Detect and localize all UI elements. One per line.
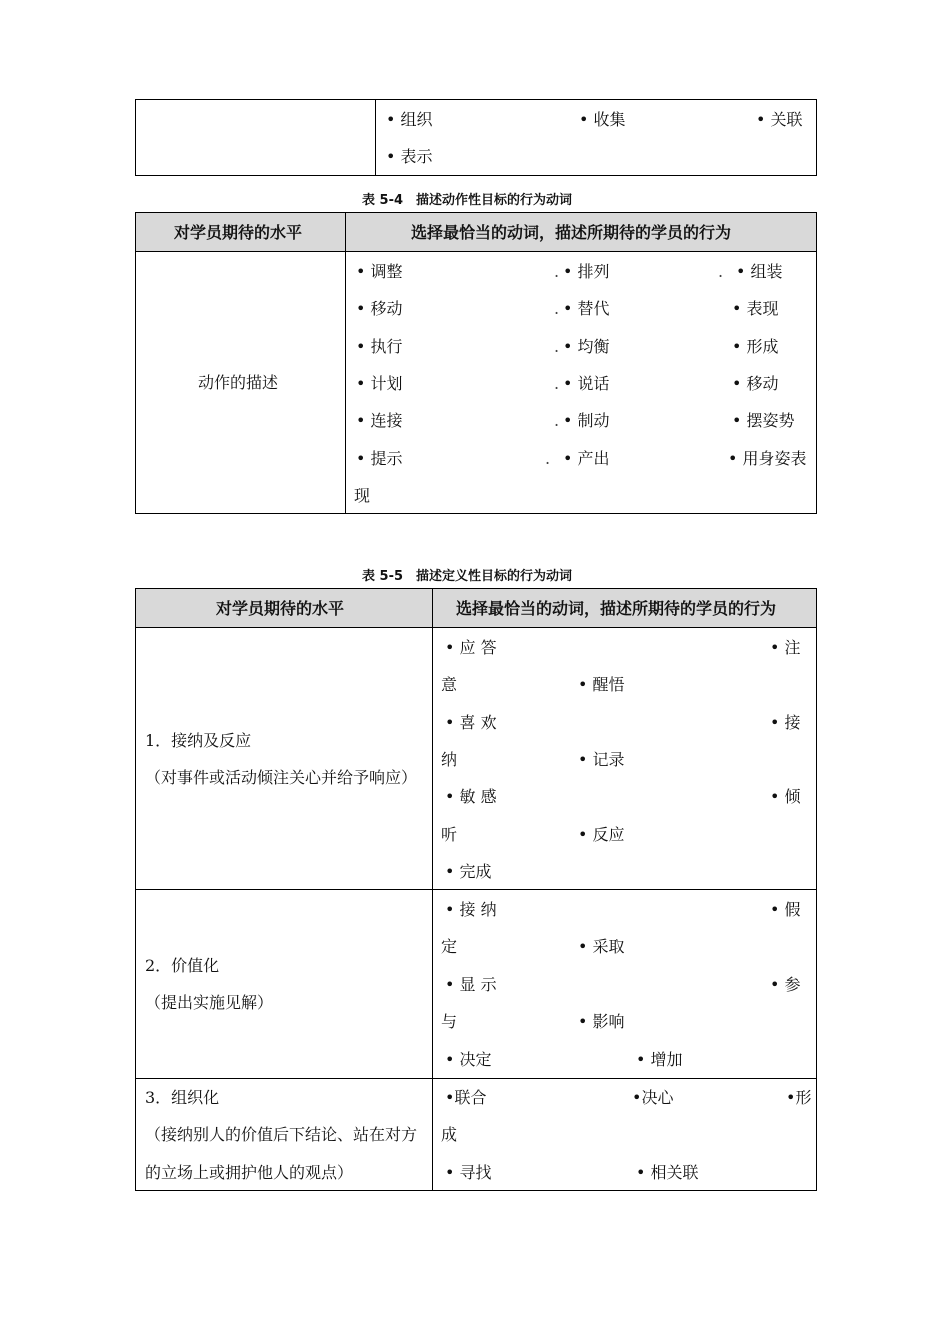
table-5-5: [135, 588, 817, 1191]
verb-item: • 应 答: [445, 638, 497, 657]
verb-item: • 喜 欢: [445, 713, 497, 732]
verb-item: • 调整: [356, 262, 403, 281]
verb-item: • 说话: [563, 374, 610, 393]
verb-item: • 倾: [770, 787, 801, 806]
table-continued: [135, 99, 817, 176]
verb-item: • 执行: [356, 337, 403, 356]
verb-item: • 接: [770, 713, 801, 732]
verb-item: • 计划: [356, 374, 403, 393]
verb-item: •联合: [445, 1088, 487, 1107]
level-description: （接纳别人的价值后下结论、站在对方: [145, 1125, 418, 1144]
leader-dot: .: [554, 374, 560, 393]
level-label: 1．接纳及反应: [145, 731, 252, 750]
verb-item: • 寻找: [445, 1163, 492, 1182]
table-5-4: [135, 212, 817, 514]
level-label: 动作的描述: [198, 373, 279, 392]
verb-item: • 用身姿表: [728, 449, 807, 468]
verb-item: • 相关联: [636, 1163, 699, 1182]
verb-item: • 移动: [732, 374, 779, 393]
verb-item: • 参: [770, 975, 801, 994]
verb-item: • 决定: [445, 1050, 492, 1069]
verb-item: • 形成: [732, 337, 779, 356]
verb-item: • 关联: [756, 110, 803, 129]
verb-item: • 反应: [578, 825, 625, 844]
verb-item: • 敏 感: [445, 787, 497, 806]
header-verbs: 选择最恰当的动词，描述所期待的学员的行为: [456, 599, 777, 618]
header-verbs: 选择最恰当的动词，描述所期待的学员的行为: [411, 223, 732, 242]
verb-item: 与: [441, 1012, 458, 1031]
verb-item: • 假: [770, 900, 801, 919]
verb-item: • 均衡: [563, 337, 610, 356]
leader-dot: .: [554, 262, 560, 281]
verb-item: • 完成: [445, 862, 492, 881]
verb-item: • 组织: [386, 110, 433, 129]
header-level: 对学员期待的水平: [216, 599, 345, 618]
verb-item: • 表现: [732, 299, 779, 318]
verb-item: • 摆姿势: [732, 411, 795, 430]
verb-item: • 影响: [578, 1012, 625, 1031]
verb-item: • 替代: [563, 299, 610, 318]
verb-item: • 组装: [736, 262, 783, 281]
leader-dot: .: [545, 449, 551, 468]
verb-item: 纳: [441, 750, 458, 769]
table-caption: 表 5-5 描述定义性目标的行为动词: [362, 569, 573, 584]
level-description: 的立场上或拥护他人的观点）: [145, 1163, 354, 1182]
verb-item: • 连接: [356, 411, 403, 430]
level-label: 3．组织化: [145, 1088, 220, 1107]
verb-item: • 接 纳: [445, 900, 497, 919]
verb-item: • 醒悟: [578, 675, 625, 694]
verb-item: 定: [441, 937, 458, 956]
verb-item: 现: [354, 486, 371, 505]
verb-item: • 提示: [356, 449, 403, 468]
verb-item: • 记录: [578, 750, 625, 769]
verb-item: • 移动: [356, 299, 403, 318]
verb-item: 成: [441, 1125, 458, 1144]
verb-item: • 增加: [636, 1050, 683, 1069]
verb-item: • 显 示: [445, 975, 497, 994]
verb-item: • 制动: [563, 411, 610, 430]
verb-item: 意: [441, 675, 458, 694]
level-description: （提出实施见解）: [145, 993, 274, 1012]
verb-item: •形: [786, 1088, 812, 1107]
level-label: 2．价值化: [145, 956, 220, 975]
verb-item: •决心: [632, 1088, 674, 1107]
verb-item: • 产出: [563, 449, 610, 468]
verb-item: • 排列: [563, 262, 610, 281]
leader-dot: .: [718, 262, 724, 281]
table-caption: 表 5-4 描述动作性目标的行为动词: [362, 193, 573, 208]
verb-item: • 采取: [578, 937, 625, 956]
verb-item: • 收集: [579, 110, 626, 129]
header-level: 对学员期待的水平: [174, 223, 303, 242]
level-description: （对事件或活动倾注关心并给予响应）: [145, 768, 418, 787]
verb-item: • 注: [770, 638, 801, 657]
leader-dot: .: [554, 337, 560, 356]
leader-dot: .: [554, 299, 560, 318]
verb-item: 听: [441, 825, 458, 844]
verb-item: • 表示: [386, 147, 433, 166]
leader-dot: .: [554, 411, 560, 430]
